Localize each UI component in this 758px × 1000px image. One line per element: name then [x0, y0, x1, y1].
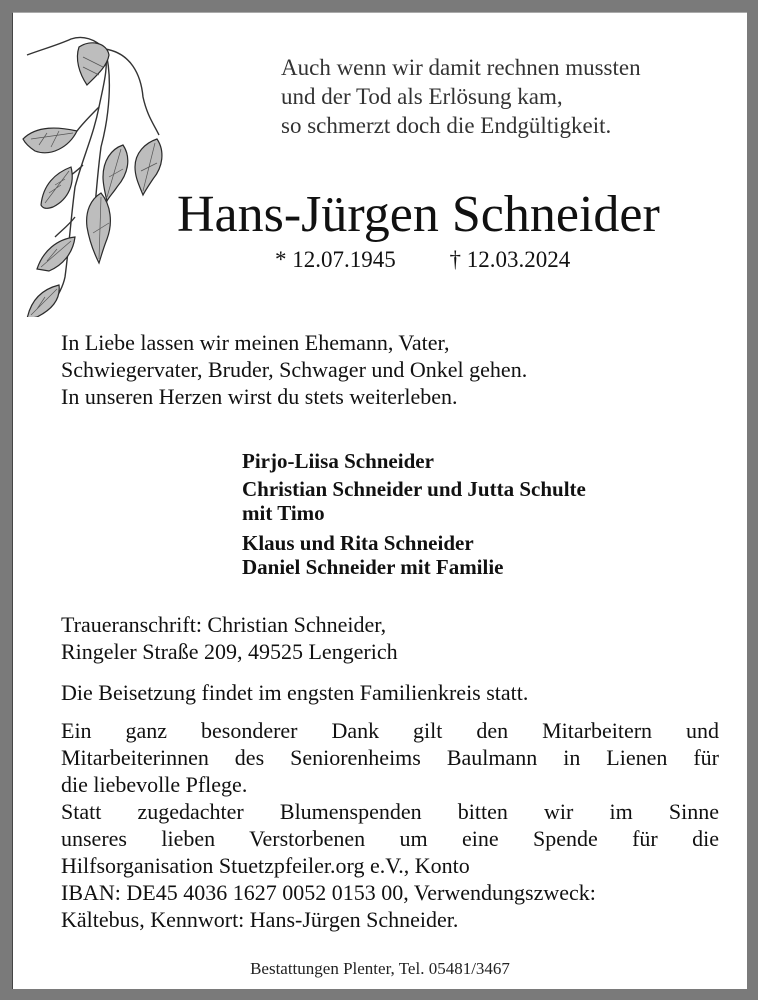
thanks-and-donation-text: [61, 717, 719, 933]
address-line: Ringeler Straße 209, 49525 Lengerich: [61, 639, 398, 664]
mourner-name: mit Timo: [242, 501, 325, 525]
mourner-name: Pirjo-Liisa Schneider: [242, 449, 434, 473]
intro-line: In unseren Herzen wirst du stets weiterleben.: [61, 384, 458, 409]
motto-line: Auch wenn wir damit rechnen mussten: [281, 55, 641, 80]
mourners-list: [242, 449, 586, 583]
donation-line: Kältebus, Kennwort: Hans-Jürgen Schneider.: [61, 907, 459, 932]
thanks-line: Ein ganz besonderer Dank gilt den Mitarbeitern und: [61, 718, 719, 743]
burial-note: Die Beisetzung findet im engsten Familienkreis statt.: [61, 680, 529, 705]
intro-line: In Liebe lassen wir meinen Ehemann, Vater,: [61, 330, 450, 355]
deceased-name: Hans-Jürgen Schneider: [177, 186, 660, 243]
donation-line: Statt zugedachter Blumenspenden bitten wir im Sinne: [61, 799, 719, 824]
life-dates: [275, 247, 570, 273]
intro-text: [61, 329, 527, 410]
mourner-name: Daniel Schneider mit Familie: [242, 555, 504, 579]
funeral-home-contact: Bestattungen Plenter, Tel. 05481/3467: [250, 959, 510, 978]
death-date: † 12.03.2024: [449, 247, 571, 272]
address-line: Traueranschrift: Christian Schneider,: [61, 612, 387, 637]
mourner-name: Christian Schneider und Jutta Schulte: [242, 477, 586, 501]
donation-line: Hilfsorganisation Stuetzpfeiler.org e.V., Konto: [61, 853, 470, 878]
mourner-name: Klaus und Rita Schneider: [242, 531, 474, 555]
motto-line: so schmerzt doch die Endgültigkeit.: [281, 113, 612, 138]
mourning-address: [61, 611, 398, 665]
motto-line: und der Tod als Erlösung kam,: [281, 84, 563, 109]
hanging-leaves-branch-icon: [13, 27, 183, 317]
intro-line: Schwiegervater, Bruder, Schwager und Onkel gehen.: [61, 357, 528, 382]
obituary-notice: [12, 12, 747, 989]
donation-line: unseres lieben Verstorbenen um eine Spende für die: [61, 826, 719, 851]
motto-verse: [281, 53, 641, 140]
iban-line: IBAN: DE45 4036 1627 0052 0153 00, Verwendungszweck:: [61, 880, 596, 905]
thanks-line: die liebevolle Pflege.: [61, 772, 248, 797]
birth-date: * 12.07.1945: [275, 247, 396, 272]
thanks-line: Mitarbeiterinnen des Seniorenheims Baulmann in Lienen für: [61, 745, 719, 770]
